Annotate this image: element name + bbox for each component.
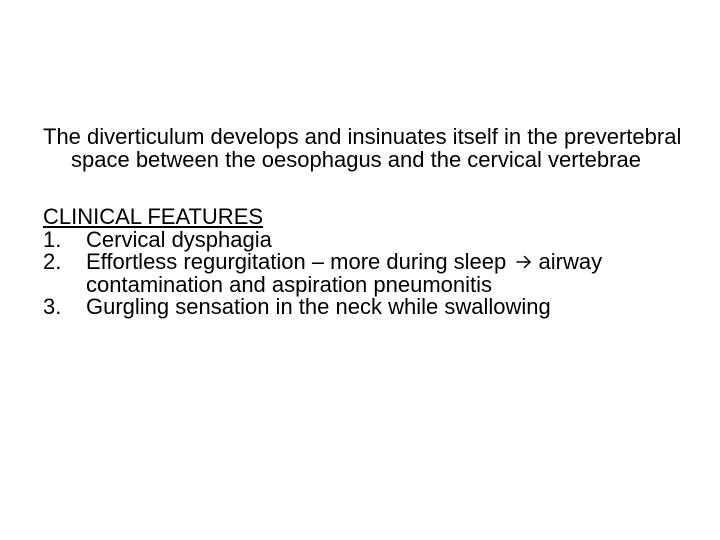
list-item-number: 3. xyxy=(43,294,62,319)
list-item-continuation: airway contamination and aspiration pneumonitis xyxy=(86,249,603,297)
section-heading: CLINICAL FEATURES xyxy=(43,204,264,229)
list-item-text: Gurgling sensation in the neck while swallowing xyxy=(86,294,551,319)
slide-content xyxy=(43,126,683,319)
list-item-number: 2. xyxy=(43,249,62,274)
intro-paragraph: The diverticulum develops and insinuates itself in the prevertebral space between the oesophagus and the cervical vertebrae xyxy=(43,124,682,172)
list-item-number: 1. xyxy=(43,226,62,252)
list-item-text: Cervical dysphagia xyxy=(86,226,272,252)
list-item xyxy=(43,226,683,252)
right-arrow-icon xyxy=(516,254,532,270)
list-item xyxy=(43,296,683,319)
list-item xyxy=(43,251,683,296)
section-spacer xyxy=(43,171,683,206)
clinical-features-list xyxy=(43,226,683,319)
list-item-text: Effortless regurgitation – more during sleep xyxy=(86,249,507,274)
